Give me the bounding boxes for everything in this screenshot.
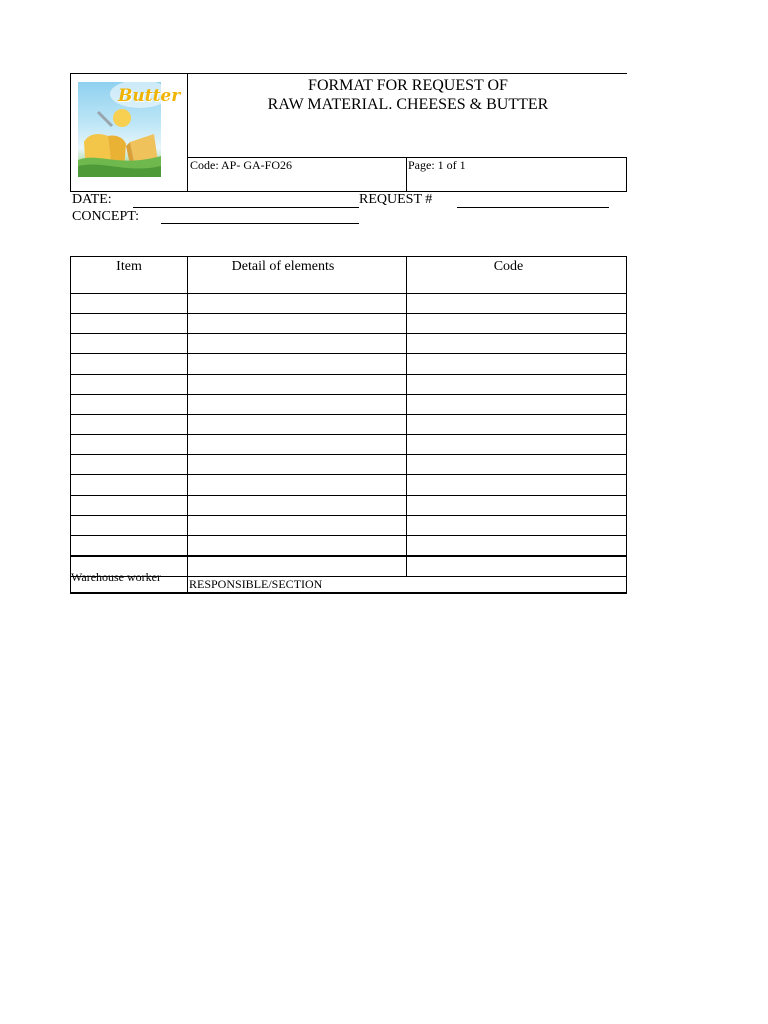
table-row[interactable] xyxy=(71,375,626,394)
page-number: Page: 1 of 1 xyxy=(408,158,466,172)
date-label: DATE: xyxy=(72,192,112,207)
table-row[interactable] xyxy=(71,294,626,313)
form-title-line2: RAW MATERIAL. CHEESES & BUTTER xyxy=(267,96,549,113)
table-row[interactable] xyxy=(71,455,626,474)
responsible-section-label: RESPONSIBLE/SECTION xyxy=(189,577,323,591)
table-row[interactable] xyxy=(71,496,626,515)
logo-text: Butter xyxy=(118,86,181,106)
request-number-field[interactable] xyxy=(457,207,609,208)
table-row[interactable] xyxy=(71,516,626,535)
butter-logo xyxy=(78,82,181,177)
table-row[interactable] xyxy=(71,415,626,434)
table-row[interactable] xyxy=(71,334,626,353)
column-header-detail: Detail of elements xyxy=(231,259,335,274)
table-row[interactable] xyxy=(71,536,626,555)
warehouse-worker-label: Warehouse worker xyxy=(71,570,161,584)
date-field[interactable] xyxy=(133,207,359,208)
table-row[interactable] xyxy=(71,314,626,333)
form-title-line1: FORMAT FOR REQUEST OF xyxy=(308,77,508,94)
table-row[interactable] xyxy=(71,475,626,495)
concept-field[interactable] xyxy=(161,223,359,224)
form-code: Code: AP- GA-FO26 xyxy=(190,158,293,172)
column-header-code: Code xyxy=(493,259,524,274)
table-row[interactable] xyxy=(71,435,626,454)
table-row[interactable] xyxy=(71,354,626,374)
request-number-label: REQUEST # xyxy=(359,192,433,207)
concept-label: CONCEPT: xyxy=(72,209,139,224)
table-row[interactable] xyxy=(71,395,626,414)
column-header-item: Item xyxy=(116,259,142,274)
